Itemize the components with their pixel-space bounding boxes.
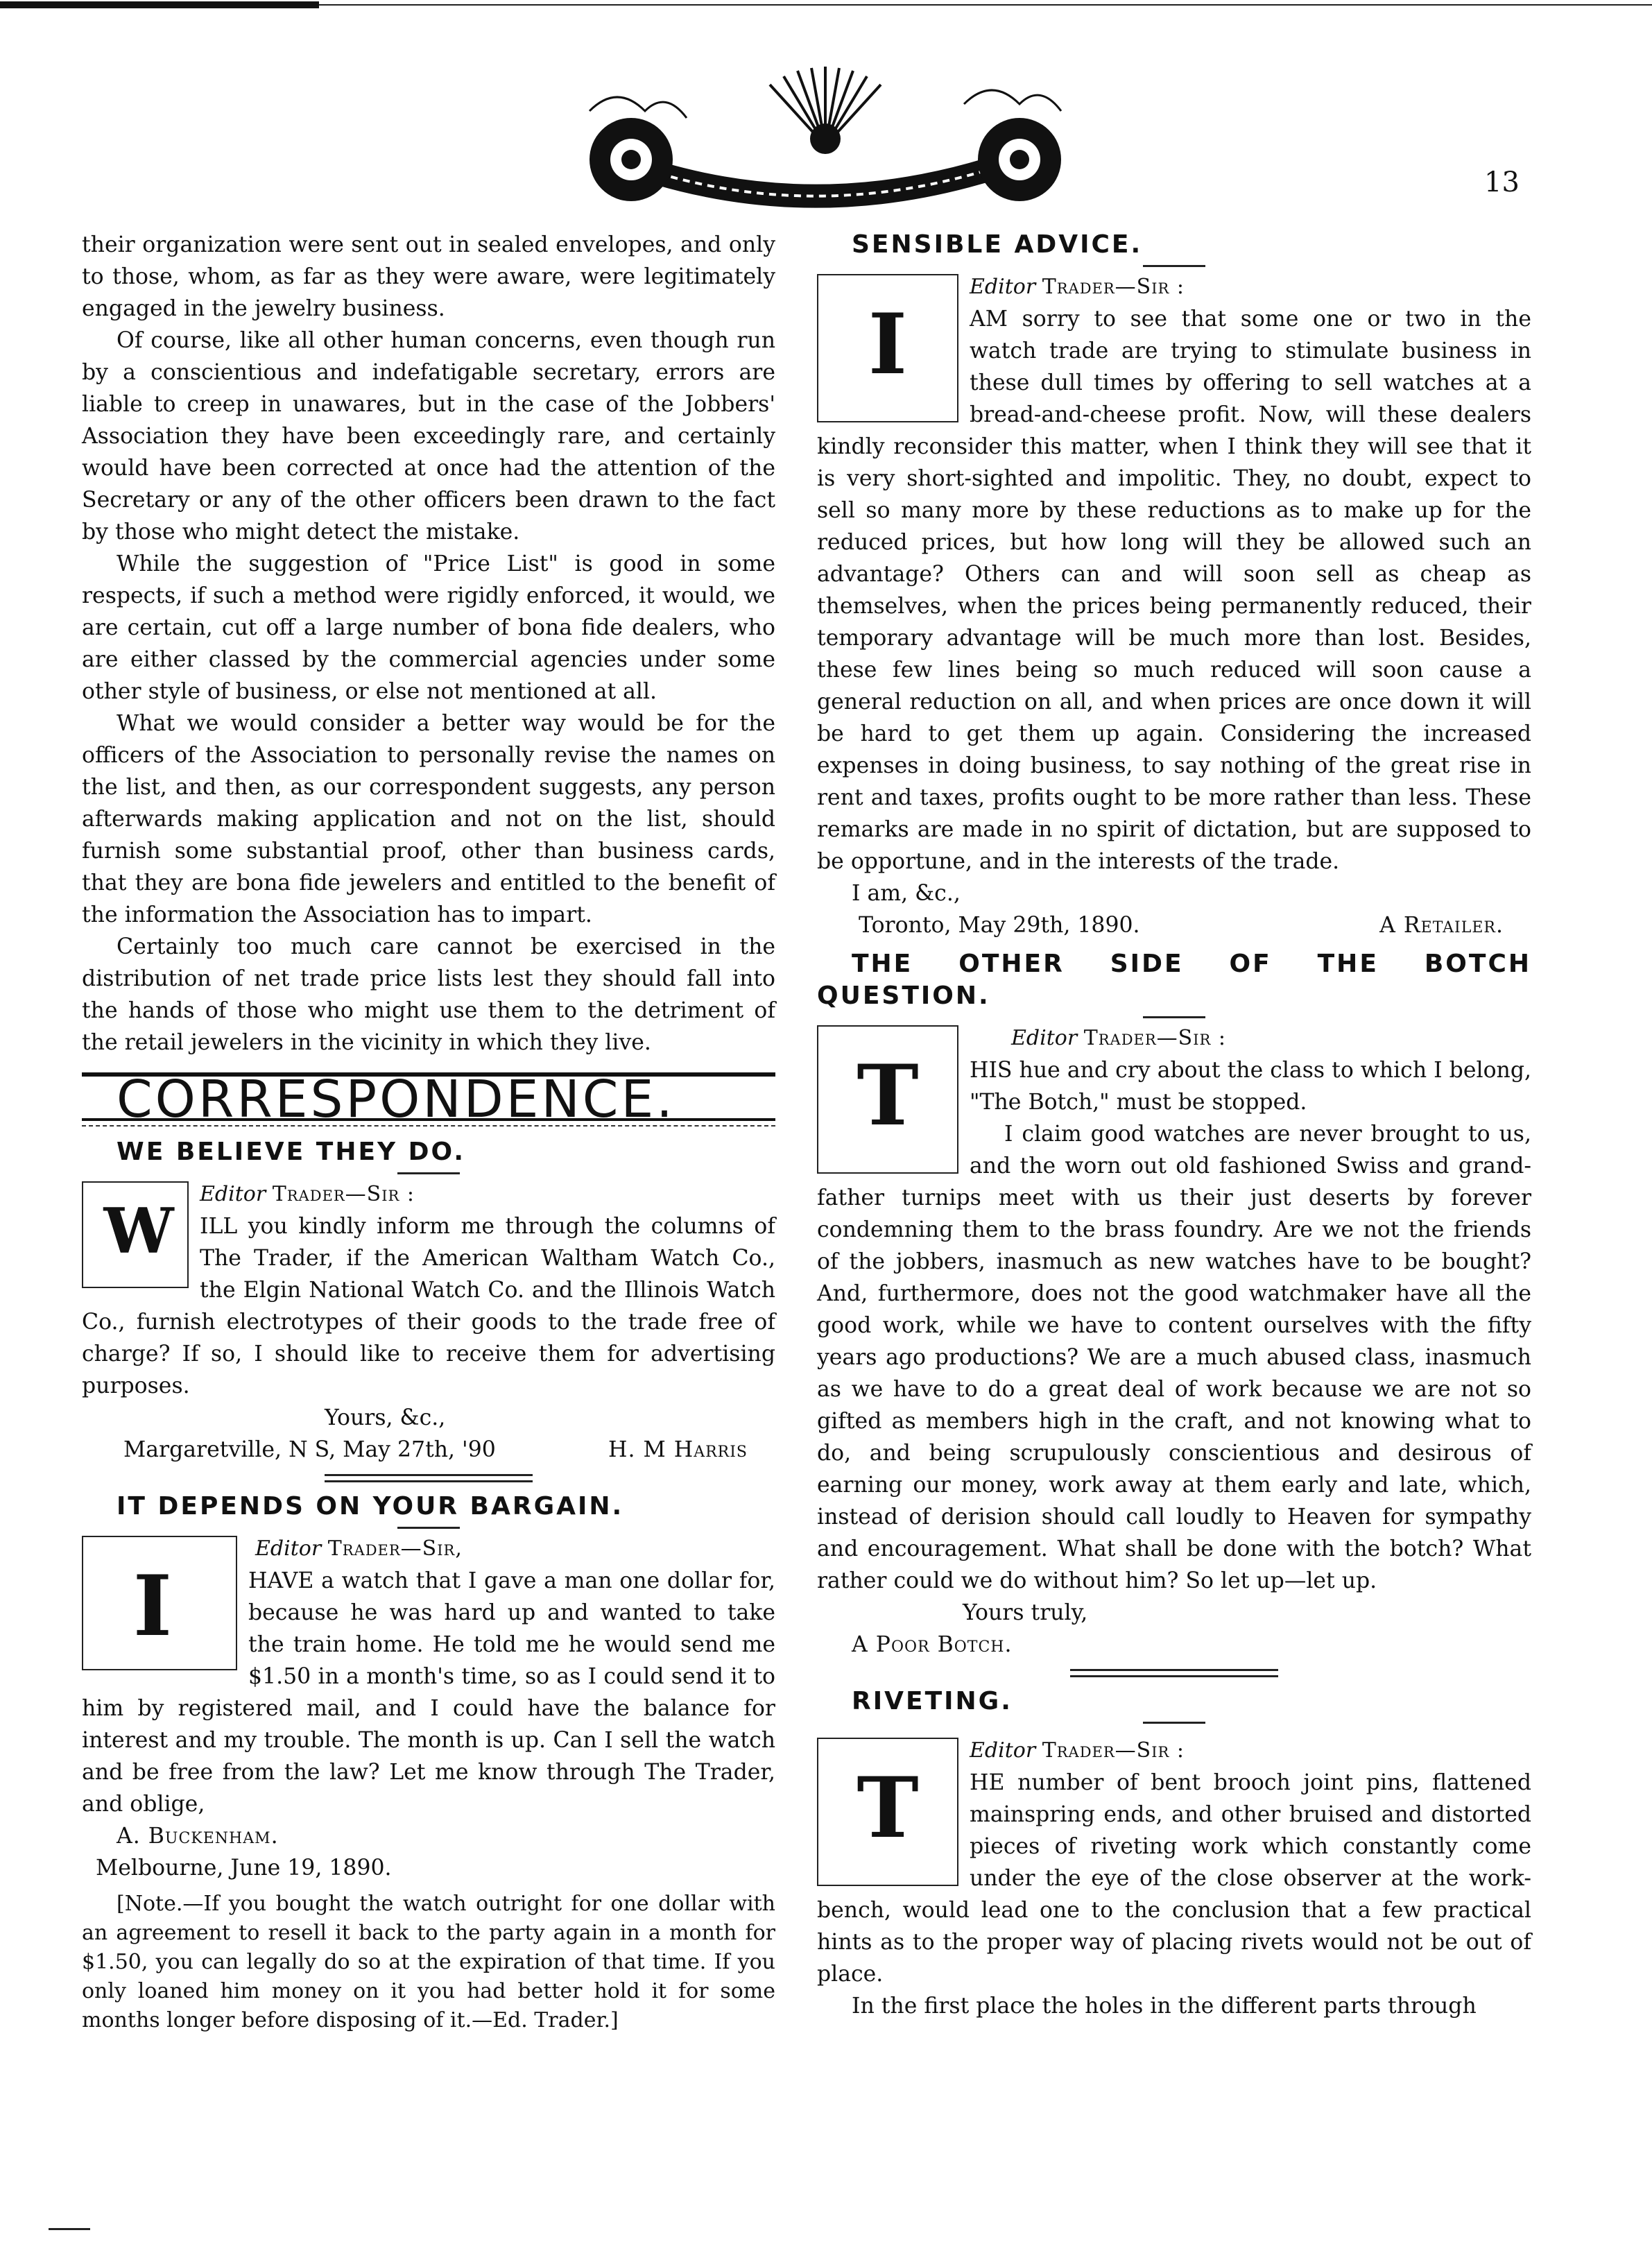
letter-signature: H. M Harris — [608, 1437, 748, 1462]
top-rule-accent — [0, 1, 319, 8]
letter-heading: SENSIBLE ADVICE. — [852, 230, 1143, 259]
ornamental-initial: W — [82, 1181, 189, 1288]
left-column — [82, 229, 775, 2035]
letter-body — [817, 1022, 1531, 1597]
letter-text: HAVE a watch that I gave a man one dollar for, because he was hard up and wanted to take the train home. He told me he would send me $1.50 in a month's time, so as I could send it to him by registered mail, and I could have the balance for interest and my trouble. The month is up. Can I sell the watch and be free from the law? Let me know through The Trader, and oblige, — [82, 1568, 775, 1817]
letter-closing: Yours, &c., — [325, 1405, 446, 1430]
letter-place: Melbourne, June 19, 1890. — [96, 1856, 392, 1881]
letter-closing: Yours truly, — [963, 1600, 1088, 1625]
masthead-logo — [576, 62, 1075, 222]
intro-paragraph: What we would consider a better way would be for the officers of the Association to personally revise the names on the list, and then, as our correspondent suggests, any person afterwards making application and not on the list, should furnish some substantial proof, other than business cards, that they are bona fide jewelers and entitled to the benefit of the information the Association has to impart. — [82, 711, 775, 927]
heading-dash — [397, 1172, 460, 1174]
letter-closing: I am, &c., — [852, 881, 961, 906]
heading-dash — [397, 1527, 460, 1529]
correspondence-banner — [82, 1070, 775, 1129]
letter-signature: A. Buckenham. — [117, 1824, 279, 1849]
ornamental-initial: T — [817, 1025, 958, 1174]
letter-heading: IT DEPENDS ON YOUR BARGAIN. — [117, 1492, 624, 1521]
letter-heading: WE BELIEVE THEY DO. — [117, 1138, 466, 1166]
letter-dateline — [123, 1434, 748, 1466]
letter-place: Margaretville, N S, May 27th, '90 — [123, 1437, 496, 1462]
ornamental-initial: T — [817, 1738, 958, 1886]
double-rule — [325, 1474, 533, 1482]
editor-salutation: Editor Trader—Sir : — [970, 1738, 1185, 1763]
double-rule — [1070, 1669, 1278, 1677]
correspondence-title: CORRESPONDENCE. — [117, 1070, 676, 1129]
editor-salutation: Editor Trader—Sir : — [1011, 1026, 1226, 1050]
bottom-mark — [49, 2228, 90, 2230]
letter-signature: A Retailer. — [1379, 913, 1504, 938]
letter-text: HIS hue and cry about the class to which I belong, "The Botch," must be stopped. — [970, 1058, 1531, 1115]
heading-dash — [1143, 1016, 1205, 1018]
article-text: In the first place the holes in the different parts through — [852, 1994, 1477, 2019]
right-column — [817, 229, 1531, 2022]
editor-note: [Note.—If you bought the watch outright for one dollar with an agreement to resell it back to the party again in a month for $1.50, you can legally do so at the expiration of that time. If you only loaned him money on it you had better hold it for some months longer before disposing of it.—Ed. Trader.] — [82, 1892, 775, 2032]
editor-salutation: Editor Trader—Sir : — [970, 275, 1185, 299]
ornamental-initial: I — [82, 1536, 237, 1670]
page-number: 13 — [1484, 166, 1520, 198]
letter-text: I claim good watches are never brought to us, and the worn out old fashioned Swiss and grand-father turnips meet with us their just deserts by forever condemning them to the brass foundry. Are we not the friends of the jobbers, inasmuch as new watches have to be bought? And, furthermore, does not the good watchmaker have all the good work, while we have to content ourselves with the fifty years ago productions? We are a much abused class, inasmuch as we have to do a great deal of work because we are not so gifted as members high in the craft, and not knowing what to do, and being scrupulously conscientious and desirous of earning our money, work away at them early and late, which, instead of derision should call loudly to Heaven for sympathy and encouragement. What shall be done with the botch? What rather could we do without him? So let up—let up. — [817, 1122, 1531, 1593]
article-heading: RIVETING. — [852, 1687, 1013, 1715]
letter-signature: A Poor Botch. — [852, 1632, 1013, 1657]
letter-text: AM sorry to see that some one or two in the watch trade are trying to stimulate business in these dull times by offering to sell watches at a bread-and-cheese profit. Now, will these dealers kindly reconsider this matter, when I think they will see that it is very short-sighted and impolitic. They, no doubt, expect to sell so many more by these reductions as to make up for the reduced prices, but how long will they be allowed such an advantage? Others can and will soon sell as cheap as themselves, when the prices being permanently reduced, their temporary advantage will be much more than lost. Besides, these few lines being so much reduced will soon cause a general reduction on all, and when prices are once down it will be hard to get them up again. Considering the increased expenses in doing business, to say nothing of the great rise in rent and taxes, profits ought to be more rather than less. These remarks are made in no spirit of dictation, but are supposed to be opportune, and in the interests of the trade. — [817, 307, 1531, 874]
letter-text: ILL you kindly inform me through the columns of The Trader, if the American Waltham Watch Co., the Elgin National Watch Co. and the Illinois Watch Co., furnish electrotypes of their goods to the trade free of charge? If so, I should like to receive them for advertising purposes. — [82, 1214, 775, 1398]
article-body — [817, 1735, 1531, 2022]
letter-place: Toronto, May 29th, 1890. — [859, 913, 1140, 938]
letter-dateline — [859, 909, 1504, 941]
letter-body — [817, 271, 1531, 877]
heading-dash — [1143, 265, 1205, 267]
intro-paragraph: Certainly too much care cannot be exercised in the distribution of net trade price lists lest they should fall into the hands of those who might use them to the detriment of the retail jewelers in the vicinity in which they live. — [82, 934, 775, 1055]
letter-heading: THE OTHER SIDE OF THE BOTCH QUESTION. — [817, 950, 1531, 1010]
letter-body — [82, 1179, 775, 1402]
editor-salutation: Editor Trader—Sir : — [200, 1182, 415, 1206]
letter-body — [82, 1533, 775, 1820]
intro-paragraph: their organization were sent out in sealed envelopes, and only to those, whom, as far as they were aware, were legitimately engaged in the jewelry business. — [82, 232, 775, 321]
ornamental-initial: I — [817, 274, 958, 422]
editor-salutation: Editor Trader—Sir, — [255, 1536, 463, 1561]
intro-paragraph: While the suggestion of "Price List" is good in some respects, if such a method were rigidly enforced, it would, we are certain, cut off a large number of bona fide dealers, who are either classed by the commercial agencies under some other style of business, or else not mentioned at all. — [82, 551, 775, 704]
intro-paragraph: Of course, like all other human concerns, even though run by a conscientious and indefatigable secretary, errors are liable to creep in unawares, but in the case of the Jobbers' Association they have been exceedingly rare, and certainly would have been corrected at once had the attention of the Secretary or any of the other officers been drawn to the fact by those who might detect the mistake. — [82, 328, 775, 545]
article-text: HE number of bent brooch joint pins, flattened mainspring ends, and other bruised and distorted pieces of riveting work which constantly come under the eye of the close observer at the work-bench, would lead one to the conclusion that a few practical hints as to the proper way of placing rivets would not be out of place. — [817, 1770, 1531, 1987]
heading-dash — [1143, 1722, 1205, 1724]
